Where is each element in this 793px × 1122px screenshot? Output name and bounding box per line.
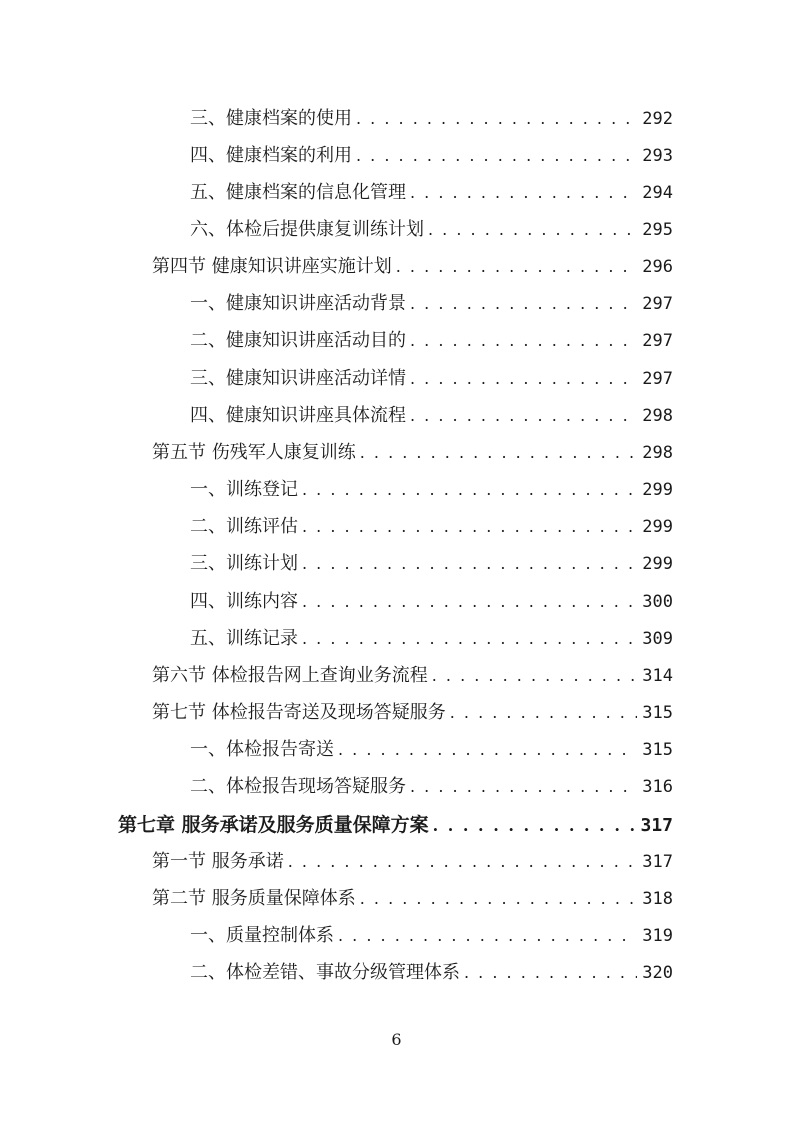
toc-leader-dots: [410, 289, 637, 319]
toc-entry-title: 一、体检报告寄送: [190, 739, 334, 760]
toc-entry-title: 第七节 体检报告寄送及现场答疑服务: [152, 702, 446, 723]
toc-entry[interactable]: [190, 364, 673, 394]
toc-entry-page: 299: [642, 517, 673, 537]
toc-entry-title: 第二节 服务质量保障体系: [152, 888, 356, 909]
toc-entry-page: 292: [642, 109, 673, 129]
toc-entry[interactable]: [190, 587, 673, 617]
toc-leader-dots: [302, 549, 637, 579]
toc-leader-dots: [302, 475, 637, 505]
toc-entry-page: 295: [642, 220, 673, 240]
toc-entry-title: 五、健康档案的信息化管理: [190, 182, 406, 203]
toc-entry-title: 二、体检报告现场答疑服务: [190, 776, 406, 797]
toc-entry[interactable]: [190, 958, 673, 988]
toc-leader-dots: [302, 512, 637, 542]
toc-entry[interactable]: [190, 289, 673, 319]
toc-entry-page: 316: [642, 777, 673, 797]
toc-entry-page: 318: [642, 889, 673, 909]
toc-entry[interactable]: [190, 512, 673, 542]
toc-leader-dots: [410, 178, 637, 208]
toc-entry-page: 309: [642, 629, 673, 649]
toc-entry-page: 319: [642, 926, 673, 946]
toc-entry-title: 三、训练计划: [190, 553, 298, 574]
toc-entry-title: 四、训练内容: [190, 591, 298, 612]
toc-leader-dots: [288, 847, 637, 877]
toc-entry-section[interactable]: [152, 884, 673, 914]
toc-entry-page: 293: [642, 146, 673, 166]
toc-entry-section[interactable]: [152, 698, 673, 728]
toc-leader-dots: [410, 364, 637, 394]
toc-entry[interactable]: [190, 735, 673, 765]
toc-entry-title: 四、健康档案的利用: [190, 145, 352, 166]
toc-leader-dots: [356, 141, 637, 171]
toc-entry[interactable]: [190, 624, 673, 654]
toc-entry-title: 三、健康知识讲座活动详情: [190, 368, 406, 389]
toc-leader-dots: [360, 884, 637, 914]
toc-entry-page: 299: [642, 480, 673, 500]
toc-leader-dots: [338, 735, 637, 765]
toc-leader-dots: [428, 215, 637, 245]
toc-entry-title: 四、健康知识讲座具体流程: [190, 405, 406, 426]
toc-entry[interactable]: [190, 549, 673, 579]
toc-entry[interactable]: [190, 326, 673, 356]
toc-entry-title: 二、训练评估: [190, 516, 298, 537]
page-number: 6: [391, 1030, 402, 1049]
toc-entry-title: 第四节 健康知识讲座实施计划: [152, 256, 392, 277]
toc-entry-title: 二、健康知识讲座活动目的: [190, 330, 406, 351]
toc-leader-dots: [410, 772, 637, 802]
toc-leader-dots: [464, 958, 637, 988]
toc-entry-page: 294: [642, 183, 673, 203]
toc-entry[interactable]: [190, 921, 673, 951]
toc-entry-page: 298: [642, 443, 673, 463]
toc-leader-dots: [396, 252, 637, 282]
toc-entry-title: 一、质量控制体系: [190, 925, 334, 946]
toc-leader-dots: [410, 401, 637, 431]
toc-entry-page: 297: [642, 331, 673, 351]
toc-entry-page: 298: [642, 406, 673, 426]
toc-entry-page: 314: [642, 666, 673, 686]
toc-entry-title: 二、体检差错、事故分级管理体系: [190, 962, 460, 983]
toc-entry-page: 317: [642, 852, 673, 872]
toc-entry-section[interactable]: [152, 661, 673, 691]
toc-leader-dots: [360, 438, 637, 468]
toc-leader-dots: [302, 587, 637, 617]
toc-entry[interactable]: [190, 141, 673, 171]
toc-entry-title: 一、训练登记: [190, 479, 298, 500]
toc-entry[interactable]: [190, 401, 673, 431]
toc-entry-section[interactable]: [152, 252, 673, 282]
toc-entry[interactable]: [190, 215, 673, 245]
toc-leader-dots: [450, 698, 637, 728]
toc-entry[interactable]: [190, 104, 673, 134]
toc-entry-page: 296: [642, 257, 673, 277]
toc-leader-dots: [302, 624, 637, 654]
toc-entry-section[interactable]: [152, 847, 673, 877]
toc-entry-page: 315: [642, 740, 673, 760]
toc-entry-page: 297: [642, 369, 673, 389]
toc-entry-page: 299: [642, 554, 673, 574]
toc-leader-dots: [356, 104, 637, 134]
toc-entry-title: 一、健康知识讲座活动背景: [190, 293, 406, 314]
toc-entry-page: 315: [642, 703, 673, 723]
toc-entry-title: 第六节 体检报告网上查询业务流程: [152, 665, 428, 686]
toc-leader-dots: [432, 661, 637, 691]
toc-leader-dots: [433, 811, 637, 841]
toc-entry-chapter[interactable]: [118, 810, 673, 840]
toc-entry-title: 第五节 伤残军人康复训练: [152, 442, 356, 463]
toc-entry-title: 三、健康档案的使用: [190, 108, 352, 129]
toc-entry[interactable]: [190, 475, 673, 505]
toc-entry-title: 六、体检后提供康复训练计划: [190, 219, 424, 240]
toc-leader-dots: [338, 921, 637, 951]
toc-leader-dots: [410, 326, 637, 356]
toc-entry-page: 300: [642, 592, 673, 612]
toc-entry-title: 第一节 服务承诺: [152, 851, 284, 872]
toc-entry-page: 297: [642, 294, 673, 314]
toc-entry[interactable]: [190, 772, 673, 802]
toc-entry[interactable]: [190, 178, 673, 208]
toc-entry-section[interactable]: [152, 438, 673, 468]
toc-entry-page: 320: [642, 963, 673, 983]
toc-entry-title: 第七章 服务承诺及服务质量保障方案: [118, 814, 429, 836]
toc-entry-title: 五、训练记录: [190, 628, 298, 649]
toc-entry-page: 317: [640, 815, 673, 836]
